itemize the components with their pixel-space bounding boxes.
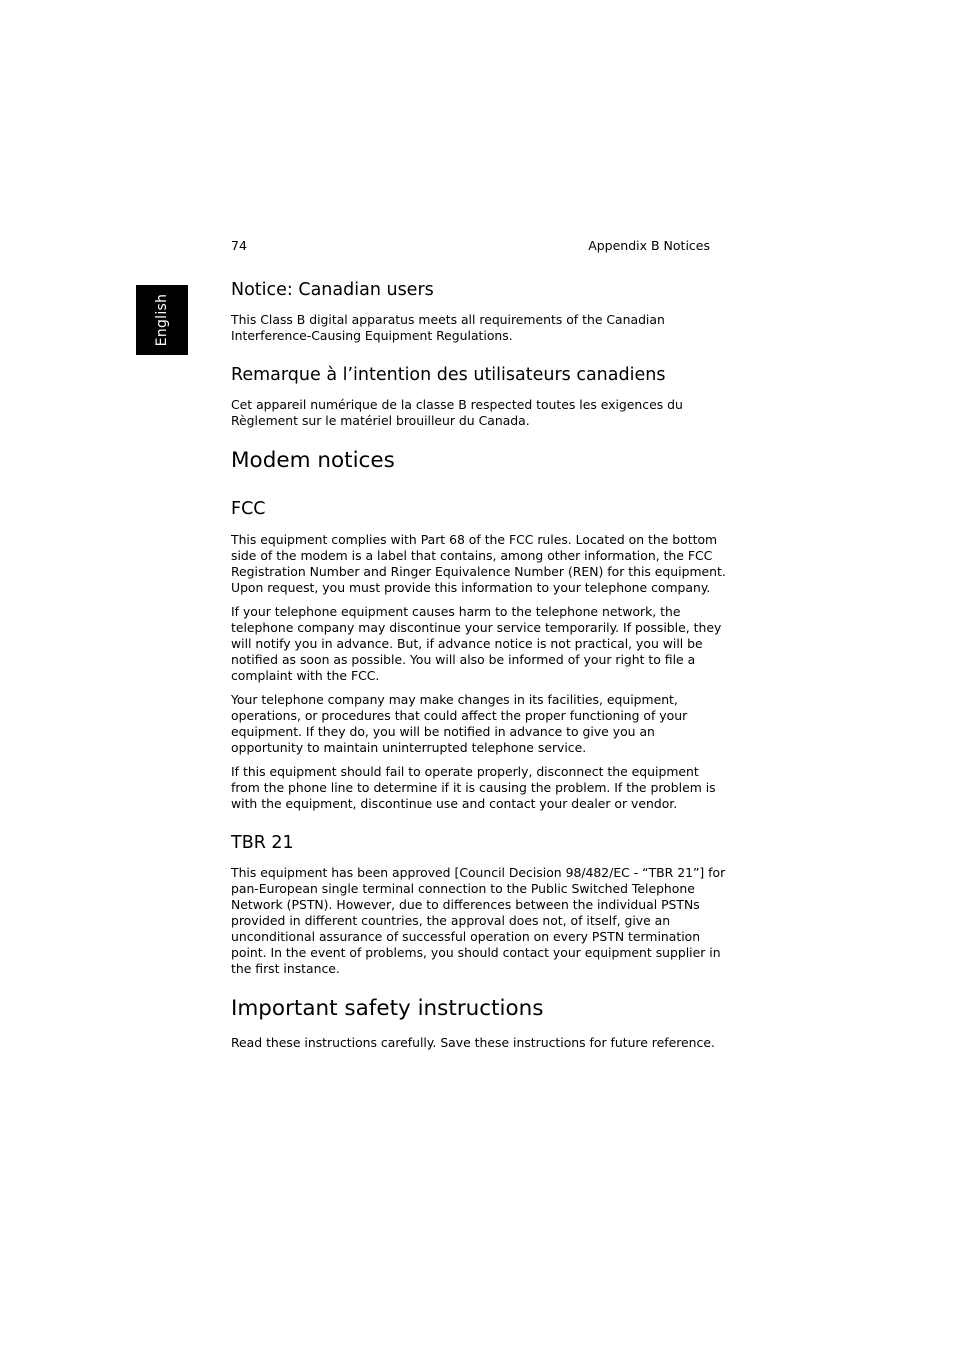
text-line: Cet appareil numérique de la classe B respected toutes les exigences du [231,397,683,412]
fcc-heading: FCC [231,499,266,519]
language-tab [136,285,188,355]
tbr21-text [231,865,726,977]
text-line: Read these instructions carefully. Save these instructions for future reference. [231,1035,715,1050]
text-line: If this equipment should fail to operate properly, disconnect the equipment [231,764,699,779]
text-line: telephone company may discontinue your service temporarily. If possible, they [231,620,722,635]
text-line: equipment. If they do, you will be notified in advance to give you an [231,724,655,739]
canadian-notice-heading: Notice: Canadian users [231,280,434,300]
text-line: Upon request, you must provide this information to your telephone company. [231,580,711,595]
text-line: side of the modem is a label that contains, among other information, the FCC [231,548,713,563]
page-header [231,238,710,254]
text-line: unconditional assurance of successful operation on every PSTN termination [231,929,701,944]
text-line: pan-European single terminal connection to the Public Switched Telephone [231,881,695,896]
text-line: Interference-Causing Equipment Regulations. [231,328,513,343]
text-line: complaint with the FCC. [231,668,380,683]
text-line: If your telephone equipment causes harm to the telephone network, the [231,604,681,619]
text-line: Your telephone company may make changes in its facilities, equipment, [231,692,678,707]
text-line: This equipment has been approved [Council Decision 98/482/EC - “TBR 21”] for [231,865,726,880]
text-line: opportunity to maintain uninterrupted telephone service. [231,740,587,755]
text-line: point. In the event of problems, you should contact your equipment supplier in [231,945,721,960]
fcc-paragraph-3 [231,692,711,756]
text-line: This equipment complies with Part 68 of the FCC rules. Located on the bottom [231,532,718,547]
text-line: provided in different countries, the approval does not, of itself, give an [231,913,671,928]
fcc-paragraph-1 [231,532,726,596]
tbr21-heading: TBR 21 [231,833,294,853]
text-line: Règlement sur le matériel brouilleur du Canada. [231,413,530,428]
text-line: notified as soon as possible. You will also be informed of your right to file a [231,652,696,667]
text-line: will notify you in advance. But, if advance notice is not practical, you will be [231,636,703,651]
fcc-paragraph-2 [231,604,722,684]
text-line: Registration Number and Ringer Equivalence Number (REN) for this equipment. [231,564,726,579]
remarque-heading: Remarque à l’intention des utilisateurs canadiens [231,365,666,385]
safety-instructions-title: Important safety instructions [231,996,544,1021]
running-title: Appendix B Notices [588,238,710,253]
text-line: the first instance. [231,961,340,976]
text-line: operations, or procedures that could affect the proper functioning of your [231,708,688,723]
modem-notices-title: Modem notices [231,448,395,473]
safety-instructions-text [231,1035,715,1051]
text-line: with the equipment, discontinue use and contact your dealer or vendor. [231,796,678,811]
fcc-paragraph-4 [231,764,716,812]
text-line: from the phone line to determine if it is causing the problem. If the problem is [231,780,716,795]
text-line: Network (PSTN). However, due to differences between the individual PSTNs [231,897,700,912]
page-number: 74 [231,238,247,253]
canadian-notice-text [231,312,711,344]
remarque-text [231,397,711,429]
language-tab-label: English [154,293,170,347]
text-line: This Class B digital apparatus meets all requirements of the Canadian [231,312,665,327]
